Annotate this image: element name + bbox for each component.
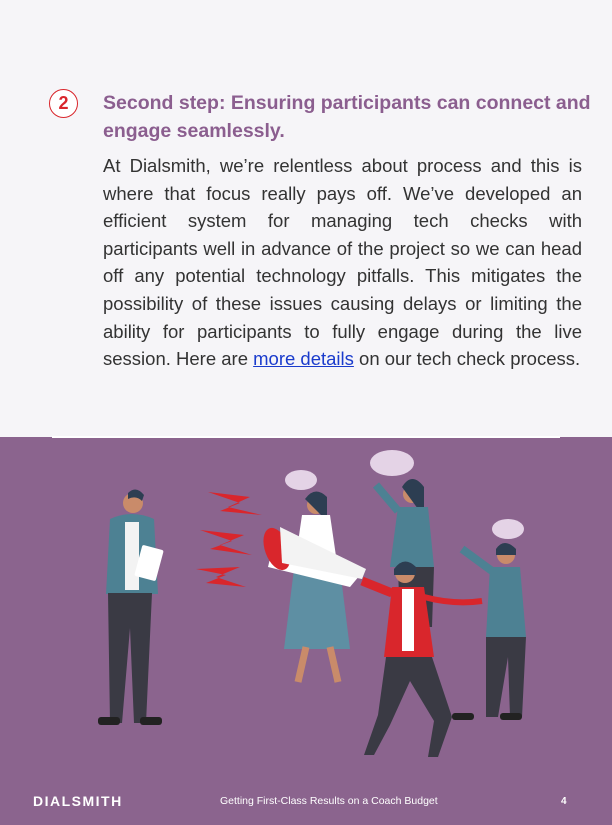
man-red-jacket-figure: [362, 561, 482, 757]
body-paragraph: [103, 152, 582, 373]
page-number: 4: [561, 796, 567, 807]
step-title: Second step: Ensuring participants can connect and engage seamlessly.: [103, 92, 591, 142]
man-clipboard-figure: [98, 489, 164, 725]
dialsmith-logo: DIALSMITH: [33, 793, 123, 809]
megaphone-team-illustration: [0, 437, 612, 787]
step-number-badge: 2: [49, 89, 78, 118]
man-gesturing-figure: [452, 543, 526, 720]
woman-megaphone-figure: [258, 491, 366, 682]
body-text-end: on our tech check process.: [353, 348, 581, 370]
lightning-icon: [196, 492, 262, 587]
footer-title: Getting First-Class Results on a Coach Budget: [220, 795, 438, 807]
body-text-start: At Dialsmith, we’re relentless about process and this is where that focus really pays off. We’ve developed an efficient system for managing tech checks with participants well in advance of the project so we can head off any potential technology pitfalls. This mitigates the possibility of these issues causing delays or limiting the ability for participants to fully engage during the live session. Here are: [103, 155, 582, 370]
more-details-link[interactable]: more details: [253, 348, 354, 370]
